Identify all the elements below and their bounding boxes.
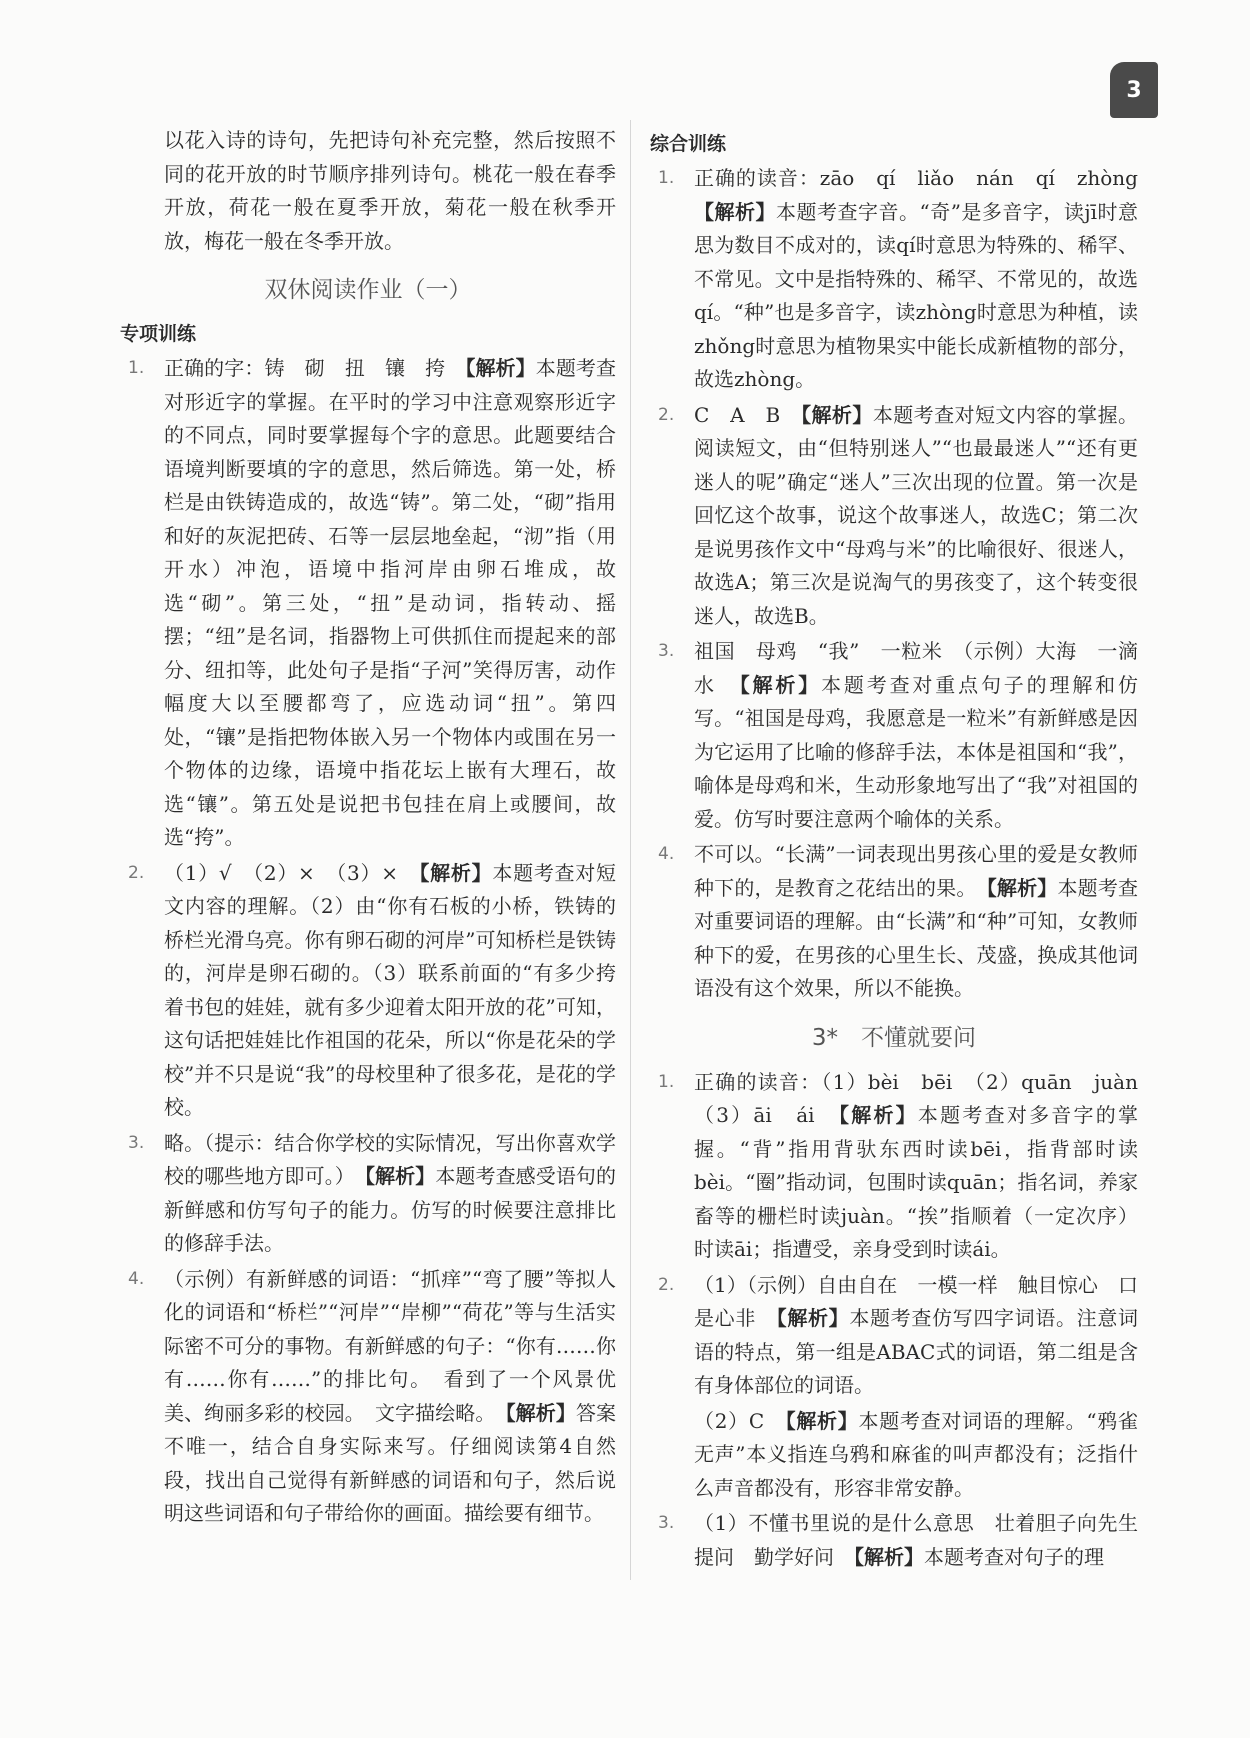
answer-text: （1）√ （2）× （3）×	[164, 860, 420, 885]
analysis-tag: 【解析】	[986, 875, 1058, 900]
answer-text: C A B	[694, 402, 802, 427]
answer-item	[650, 838, 1138, 1006]
section-title-comprehensive-training: 综合训练	[650, 133, 727, 155]
analysis-tag: 【解析】	[505, 1400, 576, 1425]
answer-item	[650, 1066, 1158, 1267]
item-number: 4.	[128, 1268, 145, 1289]
answer-item	[650, 1507, 1138, 1574]
answer-text: 祖国 母鸡 “我” 一粒米 （示例）大海 一滴水	[694, 639, 1138, 697]
item-number: 1.	[658, 1071, 675, 1092]
analysis-text: 本题考查对句子的理	[924, 1544, 1104, 1569]
item-number: 2.	[128, 862, 145, 883]
analysis-text: 本题考查字音。“奇”是多音字，读jī时意思为数目不成对的，读qí时意思为特殊的、稀罕、不常见。文中是指特殊的、稀罕、不常见的，故选qí。“种”也是多音字，读zhòng时意思为种植，读zhǒng时意思为植物果实中能长成新植物的部分，故选zhòng。	[694, 199, 1139, 391]
analysis-text: 答案不唯一，结合自身实际来写。仔细阅读第4自然段，找出自己觉得有新鲜感的词语和句子，然后说明这些词语和句子带给你的画面。描绘要有细节。	[164, 1400, 617, 1525]
item-number: 3.	[658, 641, 675, 661]
column-divider	[630, 120, 631, 1580]
item-number: 3.	[128, 1132, 145, 1153]
analysis-tag: 【解析】	[854, 1544, 924, 1569]
item-number: 3.	[658, 1513, 675, 1533]
analysis-tag: 【解析】	[694, 199, 776, 224]
analysis-text: 本题考查感受语句的新鲜感和仿写句子的能力。仿写的时候要注意排比的修辞手法。	[164, 1164, 617, 1255]
answer-text: 正确的读音：（1）bèi bēi （2）quān juàn （3）āi ái	[694, 1069, 1158, 1127]
answer-item	[650, 162, 1158, 397]
answer-text: （1）不懂书里说的是什么意思 壮着胆子向先生提问 勤学好问	[694, 1511, 1138, 1569]
analysis-text: 本题考查对重点句子的理解和仿写。“祖国是母鸡，我愿意是一粒米”有新鲜感是因为它运用了比喻的修辞手法，本体是祖国和“我”，喻体是母鸡和米，生动形象地写出了“我”对祖国的爱。仿写时要注意两个喻体的关系。	[694, 672, 1139, 831]
analysis-text: 本题考查对多音字的掌握。“背”指用背驮东西时读bēi，指背部时读bèi。“圈”指动词，包围时读quān；指名词，养家畜等的栅栏时读juàn。“挨”指顺着（一定次序）时读āi；指遭受，亲身受到时读ái。	[694, 1103, 1139, 1261]
intro-paragraph: 以花入诗的诗句，先把诗句补充完整，然后按照不同的花开放的时节顺序排列诗句。桃花一般在春季开放，荷花一般在夏季开放，菊花一般在秋季开放，梅花一般在冬季开放。	[164, 128, 616, 253]
analysis-tag: 【解析】	[776, 1306, 850, 1330]
answer-item	[120, 857, 616, 1125]
answer-text: 略。（提示：结合你学校的实际情况，写出你喜欢学校的哪些地方即可。）	[164, 1130, 616, 1188]
item-number: 1.	[658, 168, 675, 188]
analysis-text: 本题考查对短文内容的掌握。阅读短文，由“但特别迷人”“也最最迷人”“还有更迷人的呢”确定“迷人”三次出现的位置。第一次是回忆这个故事，说这个故事迷人，故选C；第二次是说男孩作文中“母鸡与米”的比喻很好、很迷人，故选A；第三次是说淘气的男孩变了，这个转变很迷人，故选B。	[694, 402, 1139, 628]
page-number-badge: 3	[1110, 62, 1158, 118]
analysis-tag: 【解析】	[739, 672, 822, 697]
answer-item	[650, 635, 1138, 836]
answer-text: 不可以。“长满”一词表现出男孩心里的爱是女教师种下的，是教育之花结出的果。	[694, 842, 1138, 900]
answer-item	[650, 1269, 1138, 1403]
section-title-special-training: 专项训练	[120, 323, 197, 345]
item-number: 2.	[658, 1274, 675, 1295]
analysis-tag: 【解析】	[465, 356, 536, 380]
answer-item	[120, 1127, 616, 1261]
analysis-text: 本题考查对形近字的掌握。在平时的学习中注意观察形近字的不同点，同时要掌握每个字的意思。此题要结合语境判断要填的字的意思，然后筛选。第一处，桥栏是由铁铸造成的，故选“铸”。第二处，“砌”指用和好的灰泥把砖、石等一层层地垒起，“沏”指（用开水）冲泡，语境中指河岸由卵石堆成，故选“砌”。第三处，“扭”是动词，指转动、摇摆；“纽”是名词，指器物上可供抓住而提起来的部分、纽扣等，此处句子是指“子河”笑得厉害，动作幅度大以至腰都弯了，应选动词“扭”。第四处，“镶”是指把物体嵌入另一个物体内或围在另一个物体的边缘，语境中指花坛上嵌有大理石，故选“镶”。第五处是说把书包挂在肩上或腰间，故选“挎”。	[164, 356, 617, 849]
right-column	[650, 124, 1158, 1574]
left-column	[120, 124, 616, 1531]
analysis-text: 本题考查对短文内容的理解。（2）由“你有石板的小桥，铁铸的桥栏光滑乌亮。你有卵石砌的河岸”可知桥栏是铁铸的，河岸是卵石砌的。（3）联系前面的“有多少挎着书包的娃娃，就有多少迎着太阳开放的花”可知，这句话把娃娃比作祖国的花朵，所以“你是花朵的学校”并不只是说“我”的母校里种了很多花，是花的学校。	[164, 860, 617, 1119]
answer-text: 正确的读音：zāo qí liǎo nán qí zhòng	[694, 166, 1158, 190]
item-number: 2.	[658, 404, 675, 425]
analysis-tag: 【解析】	[785, 1408, 859, 1433]
analysis-tag: 【解析】	[419, 860, 493, 885]
analysis-text: 本题考查对词语的理解。“鸦雀无声”本义指连乌鸦和麻雀的叫声都没有；泛指什么声音都没有，形容非常安静。	[694, 1408, 1139, 1500]
item-number: 4.	[658, 844, 675, 864]
item-number: 1.	[128, 358, 145, 378]
lesson-heading-ask-when-not-understand: 3* 不懂就要问	[811, 1024, 977, 1051]
analysis-tag: 【解析】	[838, 1103, 918, 1127]
analysis-tag: 【解析】	[801, 402, 873, 427]
answer-item	[120, 1263, 616, 1531]
answer-text: 正确的字：铸 砌 扭 镶 挎	[164, 356, 466, 380]
analysis-tag: 【解析】	[364, 1164, 436, 1188]
analysis-text: 本题考查对重要词语的理解。由“长满”和“种”可知，女教师种下的爱，在男孩的心里生长、茂盛，换成其他词语没有这个效果，所以不能换。	[694, 875, 1139, 1000]
answer-text: （示例）有新鲜感的词语：“抓痒”“弯了腰”等拟人化的词语和“桥栏”“河岸”“岸柳”“荷花”等与生活实际密不可分的事物。有新鲜感的句子：“你有……你有……你有……”的排比句。 看到了一个风景优美、绚丽多彩的校园。 文字描绘略。	[164, 1266, 616, 1425]
analysis-text: 本题考查仿写四字词语。注意词语的特点，第一组是ABAC式的词语，第二组是含有身体部位的词语。	[694, 1306, 1139, 1397]
answer-text: （2）C	[694, 1408, 786, 1433]
answer-item	[650, 1405, 1138, 1506]
answer-text: （1）（示例）自由自在 一模一样 触目惊心 口是心非	[694, 1272, 1138, 1330]
answer-item	[120, 352, 616, 855]
answer-item	[650, 399, 1138, 634]
section-heading-weekend-reading: 双休阅读作业（一）	[264, 277, 472, 303]
